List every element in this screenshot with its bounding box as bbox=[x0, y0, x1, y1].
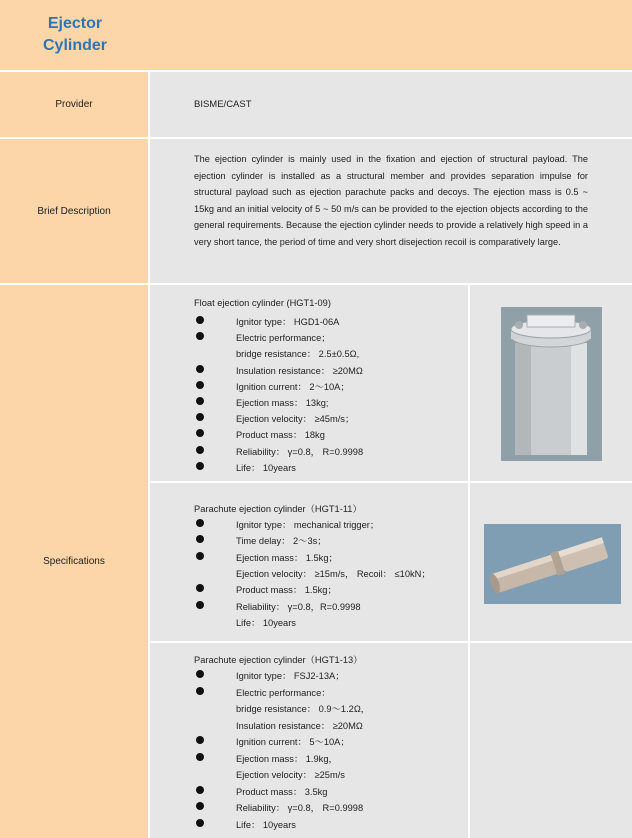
brief-label: Brief Description bbox=[37, 205, 111, 217]
spec-line: Electric performance： bbox=[236, 687, 331, 698]
bullet-icon bbox=[196, 736, 204, 744]
spec-block-3 bbox=[150, 643, 468, 838]
bullet-icon bbox=[196, 397, 204, 405]
bullet-icon bbox=[196, 365, 204, 373]
bullet-icon bbox=[196, 535, 204, 543]
spec-line: Time delay： 2～3s； bbox=[236, 536, 327, 547]
spec-block-1 bbox=[150, 285, 468, 481]
spec-line: bridge resistance： 2.5±0.5Ω, bbox=[236, 349, 360, 360]
spec-line: Ejection mass： 1.9kg， bbox=[236, 753, 338, 764]
spec-line: Life： 10years bbox=[236, 462, 296, 473]
bullet-icon bbox=[196, 601, 204, 609]
spec-line: Ejection velocity： ≥15m/s， Recoil： ≤10kN； bbox=[236, 568, 431, 579]
spec-image-cell-1 bbox=[470, 285, 632, 481]
brief-description-text: The ejection cylinder is mainly used in the fixation and ejection of structural payload. The ejection cylinder is installed as a structural member and provides separation impulse for structural payload such as ejection parachute packs and decoys. The ejection mass is 0.5 ~ 15kg and an initial velocity of 5 ~ 50 m/s can be provided to the ejection objects according to the general requirements. Because the ejection cylinder needs to provide a relatively high speed in a very short tance, the period of time and very short disejection recoil is comparatively large. bbox=[194, 154, 588, 247]
bullet-icon bbox=[196, 446, 204, 454]
spec-title: Parachute ejection cylinder（HGT1-13） bbox=[194, 655, 363, 665]
bullet-icon bbox=[196, 753, 204, 761]
spec-image-cell-2 bbox=[470, 483, 632, 641]
spec-line: Reliability： γ=0.8，R=0.9998 bbox=[236, 601, 361, 612]
bullet-icon bbox=[196, 332, 204, 340]
spec-line: Insulation resistance： ≥20MΩ bbox=[236, 365, 363, 376]
brief-description-cell bbox=[150, 139, 632, 283]
spec-line: Ignition current： 5～10A； bbox=[236, 737, 350, 747]
spec-line: Ejection mass： 1.5kg； bbox=[236, 552, 338, 563]
spec-line: Ejection velocity： ≥45m/s； bbox=[236, 414, 355, 425]
page-title-line1: Ejector bbox=[47, 15, 103, 32]
bullet-icon bbox=[196, 802, 204, 810]
bullet-icon bbox=[196, 670, 204, 678]
spec-image-cell-3 bbox=[470, 643, 632, 838]
float-ejection-cylinder-image bbox=[470, 285, 632, 481]
provider-value: BISME/CAST bbox=[194, 99, 252, 110]
spec-line: Product mass： 18kg bbox=[236, 430, 325, 441]
bullet-icon bbox=[196, 819, 204, 827]
provider-value-cell bbox=[150, 72, 632, 137]
spec-line: Ignitor type： HGD1-06A bbox=[236, 317, 340, 327]
spec-line: bridge resistance： 0.9～1.2Ω， bbox=[236, 704, 371, 714]
spec-line: Insulation resistance： ≥20MΩ bbox=[236, 720, 363, 731]
spec-block-2 bbox=[150, 483, 468, 641]
spec-line: Life： 10years bbox=[236, 819, 296, 830]
bullet-icon bbox=[196, 413, 204, 421]
spec-title: Parachute ejection cylinder（HGT1-11） bbox=[194, 504, 362, 514]
spec-line: Reliability： γ=0.8， R=0.9998 bbox=[236, 803, 364, 813]
spec-line: Product mass： 1.5kg； bbox=[236, 585, 337, 596]
spec-line: Ignition current： 2～10A； bbox=[236, 381, 350, 392]
bullet-icon bbox=[196, 316, 204, 324]
title-row bbox=[0, 0, 632, 70]
bullet-icon bbox=[196, 687, 204, 695]
spec-line: Ejection mass： 13kg; bbox=[236, 398, 329, 408]
spec-line: Electric performance； bbox=[236, 333, 331, 344]
spec-line: Product mass： 3.5kg bbox=[236, 786, 328, 797]
specifications-label-cell bbox=[0, 285, 148, 838]
bullet-icon bbox=[196, 519, 204, 527]
spec-title: Float ejection cylinder (HGT1-09) bbox=[194, 298, 331, 308]
parachute-ejection-cylinder-image bbox=[470, 483, 632, 641]
bullet-icon bbox=[196, 584, 204, 592]
spec-line: Ejection velocity： ≥25m/s bbox=[236, 770, 345, 780]
spec-line: Reliability： γ=0.8， R=0.9998 bbox=[236, 446, 364, 457]
provider-label-cell bbox=[0, 72, 148, 137]
spec-line: Ignitor type： mechanical trigger； bbox=[236, 520, 380, 530]
bullet-icon bbox=[196, 552, 204, 560]
bullet-icon bbox=[196, 462, 204, 470]
spec-line: Ignitor type： FSJ2-13A； bbox=[236, 671, 345, 681]
page-title-line2: Cylinder bbox=[42, 37, 107, 54]
bullet-icon bbox=[196, 786, 204, 794]
provider-label: Provider bbox=[55, 99, 93, 110]
bullet-icon bbox=[196, 429, 204, 437]
bullet-icon bbox=[196, 381, 204, 389]
specifications-label: Specifications bbox=[43, 556, 105, 567]
brief-label-cell bbox=[0, 139, 148, 283]
spec-line: Life： 10years bbox=[236, 617, 296, 628]
